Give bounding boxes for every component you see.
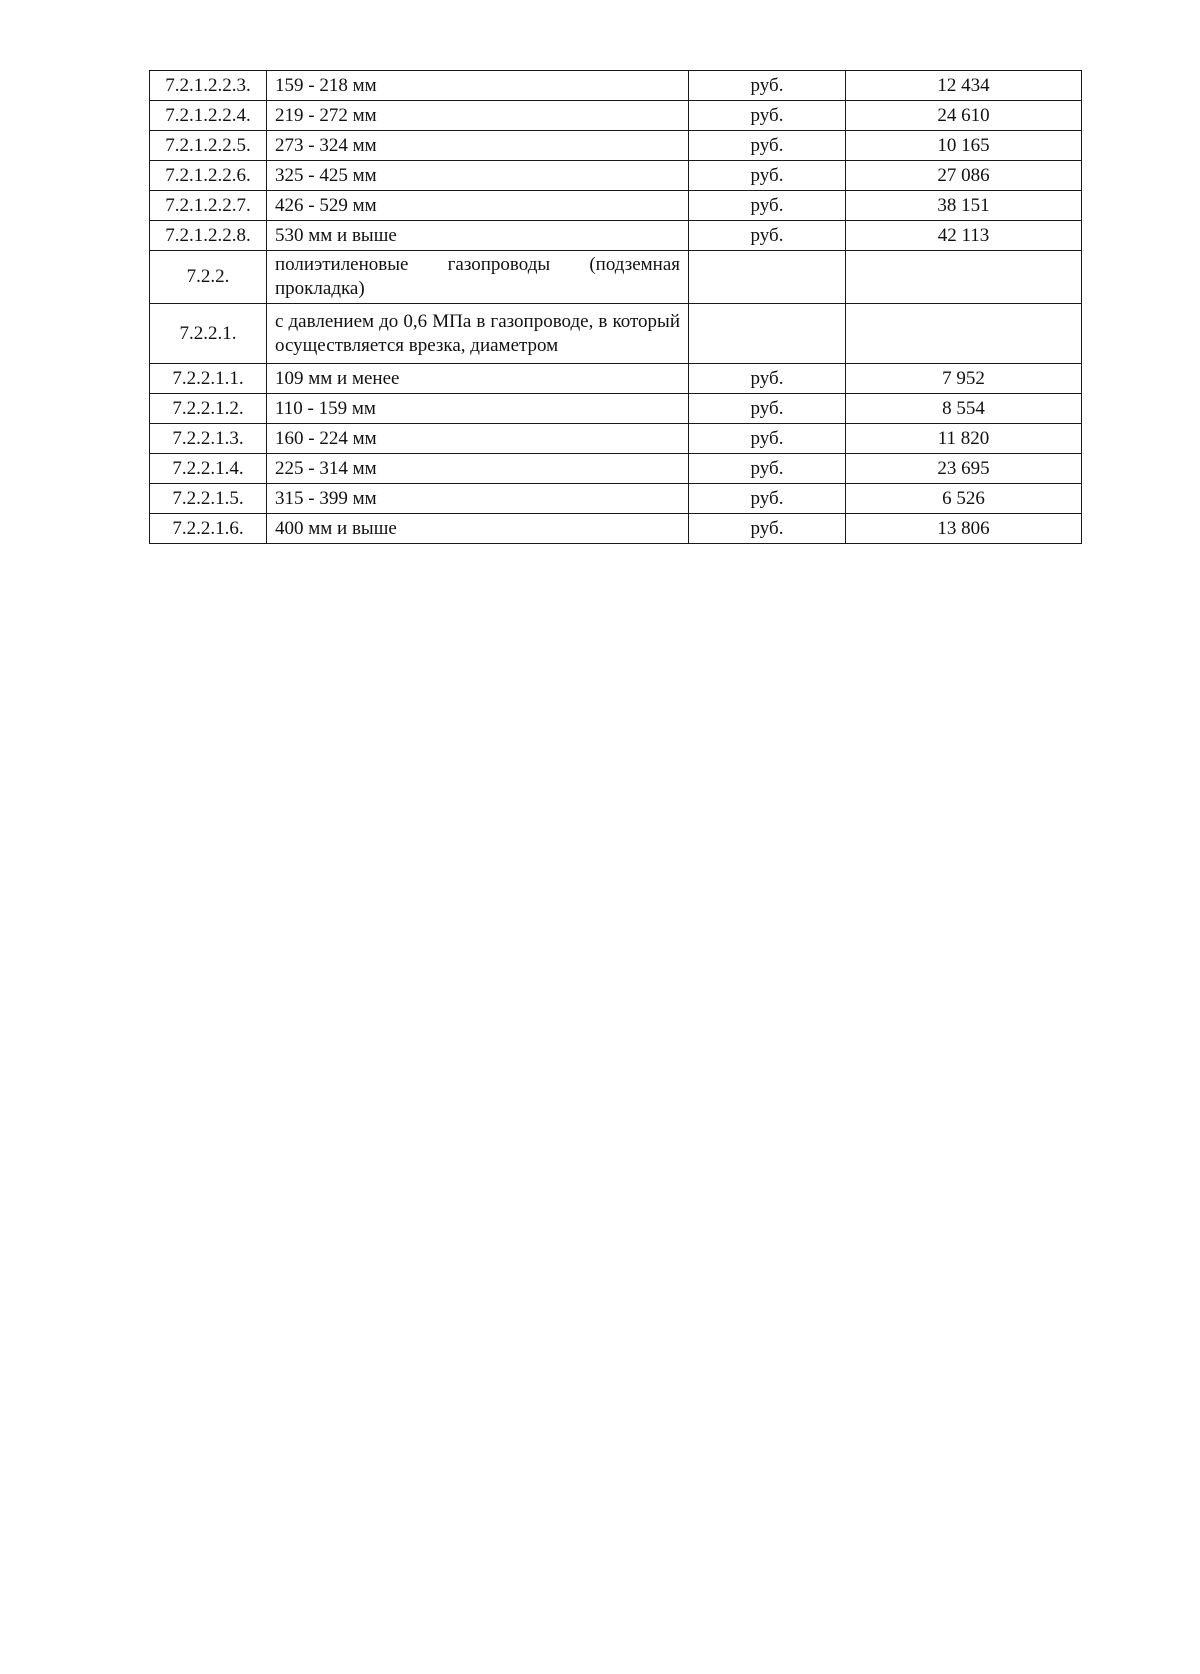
- row-code: 7.2.2.1.3.: [150, 424, 267, 454]
- table-row: [150, 71, 1082, 101]
- row-code: 7.2.2.1.6.: [150, 514, 267, 544]
- row-value: 42 113: [846, 221, 1082, 251]
- row-code: 7.2.1.2.2.8.: [150, 221, 267, 251]
- row-unit: руб.: [689, 221, 846, 251]
- table-row: [150, 454, 1082, 484]
- row-name: 530 мм и выше: [267, 221, 689, 251]
- row-unit: руб.: [689, 424, 846, 454]
- row-name: 315 - 399 мм: [267, 484, 689, 514]
- row-value: 24 610: [846, 101, 1082, 131]
- row-name: 159 - 218 мм: [267, 71, 689, 101]
- table-row: [150, 161, 1082, 191]
- table-row: [150, 191, 1082, 221]
- table-row: [150, 131, 1082, 161]
- row-unit: руб.: [689, 484, 846, 514]
- row-unit: руб.: [689, 161, 846, 191]
- table-row: [150, 364, 1082, 394]
- row-unit: руб.: [689, 71, 846, 101]
- table-row-subsection: [150, 304, 1082, 364]
- table-row: [150, 101, 1082, 131]
- row-value: 38 151: [846, 191, 1082, 221]
- table-row: [150, 514, 1082, 544]
- row-value: 27 086: [846, 161, 1082, 191]
- table-row: [150, 484, 1082, 514]
- row-name: 160 - 224 мм: [267, 424, 689, 454]
- row-name: 400 мм и выше: [267, 514, 689, 544]
- row-value: 10 165: [846, 131, 1082, 161]
- row-value: 13 806: [846, 514, 1082, 544]
- row-unit: руб.: [689, 454, 846, 484]
- row-code: 7.2.2.: [150, 251, 267, 304]
- row-unit: руб.: [689, 131, 846, 161]
- row-code: 7.2.2.1.1.: [150, 364, 267, 394]
- row-code: 7.2.1.2.2.4.: [150, 101, 267, 131]
- row-code: 7.2.2.1.4.: [150, 454, 267, 484]
- row-name: полиэтиленовые газопроводы (подземная прокладка): [267, 251, 689, 304]
- row-code: 7.2.2.1.2.: [150, 394, 267, 424]
- row-unit: [689, 304, 846, 364]
- row-unit: руб.: [689, 191, 846, 221]
- row-name: с давлением до 0,6 МПа в газопроводе, в который осуществляется врезка, диаметром: [267, 304, 689, 364]
- row-name: 110 - 159 мм: [267, 394, 689, 424]
- row-code: 7.2.1.2.2.5.: [150, 131, 267, 161]
- row-unit: руб.: [689, 514, 846, 544]
- row-value: [846, 251, 1082, 304]
- tariff-table-body: [150, 71, 1082, 544]
- row-code: 7.2.2.1.: [150, 304, 267, 364]
- row-value: 23 695: [846, 454, 1082, 484]
- row-unit: [689, 251, 846, 304]
- row-code: 7.2.1.2.2.6.: [150, 161, 267, 191]
- row-value: 11 820: [846, 424, 1082, 454]
- row-name: 325 - 425 мм: [267, 161, 689, 191]
- row-value: 12 434: [846, 71, 1082, 101]
- table-row: [150, 221, 1082, 251]
- row-value: 8 554: [846, 394, 1082, 424]
- row-unit: руб.: [689, 394, 846, 424]
- row-code: 7.2.2.1.5.: [150, 484, 267, 514]
- row-name: 426 - 529 мм: [267, 191, 689, 221]
- row-code: 7.2.1.2.2.7.: [150, 191, 267, 221]
- row-code: 7.2.1.2.2.3.: [150, 71, 267, 101]
- tariff-table: [149, 70, 1082, 544]
- row-value: 7 952: [846, 364, 1082, 394]
- row-value: 6 526: [846, 484, 1082, 514]
- row-name: 273 - 324 мм: [267, 131, 689, 161]
- table-row: [150, 394, 1082, 424]
- row-name: 109 мм и менее: [267, 364, 689, 394]
- table-row: [150, 424, 1082, 454]
- row-unit: руб.: [689, 364, 846, 394]
- table-row-section: [150, 251, 1082, 304]
- row-name: 219 - 272 мм: [267, 101, 689, 131]
- row-unit: руб.: [689, 101, 846, 131]
- row-name: 225 - 314 мм: [267, 454, 689, 484]
- row-value: [846, 304, 1082, 364]
